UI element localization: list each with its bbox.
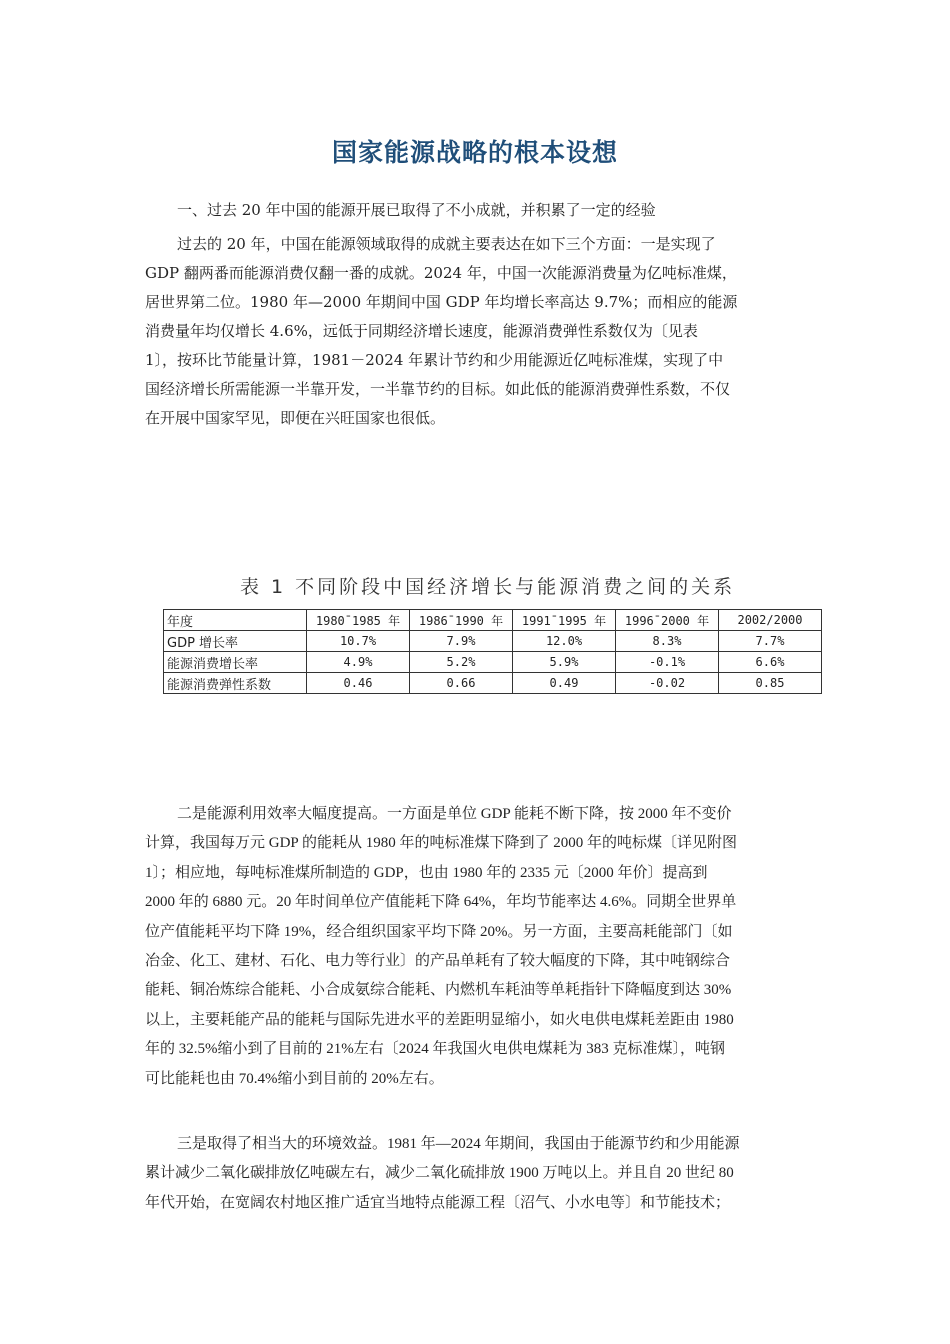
table-header-row <box>164 610 822 631</box>
paragraph-line: 计算，我国每万元 GDP 的能耗从 1980 年的吨标准煤下降到了 2000 年的吨标煤〔详见附图 <box>145 835 737 852</box>
section-1-heading: 一、过去 20 年中国的能源开展已取得了不小成就，并积累了一定的经验 <box>177 201 656 219</box>
paragraph-line: 三是取得了相当大的环境效益。1981 年—2024 年期间，我国由于能源节约和少用能源 <box>177 1136 740 1152</box>
paragraph-line: 位产值能耗平均下降 19%，经合组织国家平均下降 20%。另一方面，主要高耗能部门〔如 <box>145 923 733 940</box>
table-1 <box>163 609 822 694</box>
table-row <box>164 631 822 652</box>
paragraph-line: 在开展中国家罕见，即便在兴旺国家也很低。 <box>145 409 446 427</box>
section-1-paragraph <box>145 230 805 433</box>
table-header-cell: 年度 <box>164 610 307 631</box>
table-1-title: 表 1 不同阶段中国经济增长与能源消费之间的关系 <box>240 576 736 598</box>
table-cell: 7.7% <box>719 631 822 652</box>
table-row <box>164 652 822 673</box>
table-header-cell: 1980¯1985 年 <box>307 610 410 631</box>
table-cell: 10.7% <box>307 631 410 652</box>
paragraph-line: 1〕；相应地，每吨标准煤所制造的 GDP，也由 1980 年的 2335 元〔2000 年价〕提高到 <box>145 864 708 881</box>
paragraph-line: 国经济增长所需能源一半靠开发，一半靠节约的目标。如此低的能源消费弹性系数，不仅 <box>145 380 731 398</box>
paragraph-line: 二是能源利用效率大幅度提高。一方面是单位 GDP 能耗不断下降，按 2000 年不变价 <box>177 806 732 822</box>
table-row <box>164 673 822 694</box>
paragraph-line: 能耗、铜冶炼综合能耗、小合成氨综合能耗、内燃机车耗油等单耗指针下降幅度到达 30% <box>145 982 732 999</box>
table-cell: 0.46 <box>307 673 410 694</box>
table-cell: 0.49 <box>513 673 616 694</box>
table-cell: 12.0% <box>513 631 616 652</box>
document-title: 国家能源战略的根本设想 <box>331 138 618 167</box>
paragraph-line: 年代开始，在宽阔农村地区推广适宜当地特点能源工程〔沼气、小水电等〕和节能技术； <box>145 1194 731 1211</box>
table-cell: 0.66 <box>410 673 513 694</box>
table-cell: 能源消费弹性系数 <box>164 673 307 694</box>
paragraph-line: 冶金、化工、建材、石化、电力等行业〕的产品单耗有了较大幅度的下降，其中吨钢综合 <box>145 952 731 969</box>
paragraph-line: GDP 翻两番而能源消费仅翻一番的成就。2024 年，中国一次能源消费量为亿吨标准煤， <box>145 264 737 282</box>
table-cell: 8.3% <box>616 631 719 652</box>
paragraph-line: 可比能耗也由 70.4%缩小到目前的 20%左右。 <box>145 1070 444 1087</box>
table-cell: 能源消费增长率 <box>164 652 307 673</box>
table-cell: 4.9% <box>307 652 410 673</box>
table-header-cell: 1986¯1990 年 <box>410 610 513 631</box>
table-cell: 6.6% <box>719 652 822 673</box>
paragraph-line: 累计减少二氧化碳排放亿吨碳左右，减少二氧化硫排放 1900 万吨以上。并且自 20 世纪 80 <box>145 1165 734 1182</box>
table-cell: GDP 增长率 <box>164 631 307 652</box>
paragraph-line: 1〕，按环比节能量计算，1981－2024 年累计节约和少用能源近亿吨标准煤，实现了中 <box>145 351 724 369</box>
paragraph-line: 2000 年的 6880 元。20 年时间单位产值能耗下降 64%，年均节能率达 4.6%。同期全世界单 <box>145 894 737 911</box>
table-cell: 5.9% <box>513 652 616 673</box>
paragraph-line: 年的 32.5%缩小到了目前的 21%左右〔2024 年我国火电供电煤耗为 383 克标准煤〕，吨钢 <box>145 1041 725 1058</box>
table-cell: -0.1% <box>616 652 719 673</box>
table-cell: 7.9% <box>410 631 513 652</box>
table-header-cell: 2002/2000 <box>719 610 822 631</box>
table-cell: 0.85 <box>719 673 822 694</box>
table-header-cell: 1996¯2000 年 <box>616 610 719 631</box>
paragraph-line: 过去的 20 年，中国在能源领域取得的成就主要表达在如下三个方面：一是实现了 <box>177 235 716 253</box>
paragraph-line: 居世界第二位。1980 年—2000 年期间中国 GDP 年均增长率高达 9.7%；而相应的能源 <box>145 293 738 311</box>
paragraph-line: 消费量年均仅增长 4.6%，远低于同期经济增长速度，能源消费弹性系数仅为〔见表 <box>145 322 698 340</box>
table-cell: -0.02 <box>616 673 719 694</box>
section-1 <box>145 196 805 225</box>
section-3-paragraph <box>145 1130 805 1218</box>
table-header-cell: 1991¯1995 年 <box>513 610 616 631</box>
table-cell: 5.2% <box>410 652 513 673</box>
paragraph-line: 以上，主要耗能产品的能耗与国际先进水平的差距明显缩小，如火电供电煤耗差距由 1980 <box>145 1011 734 1028</box>
section-2-paragraph <box>145 800 805 1094</box>
